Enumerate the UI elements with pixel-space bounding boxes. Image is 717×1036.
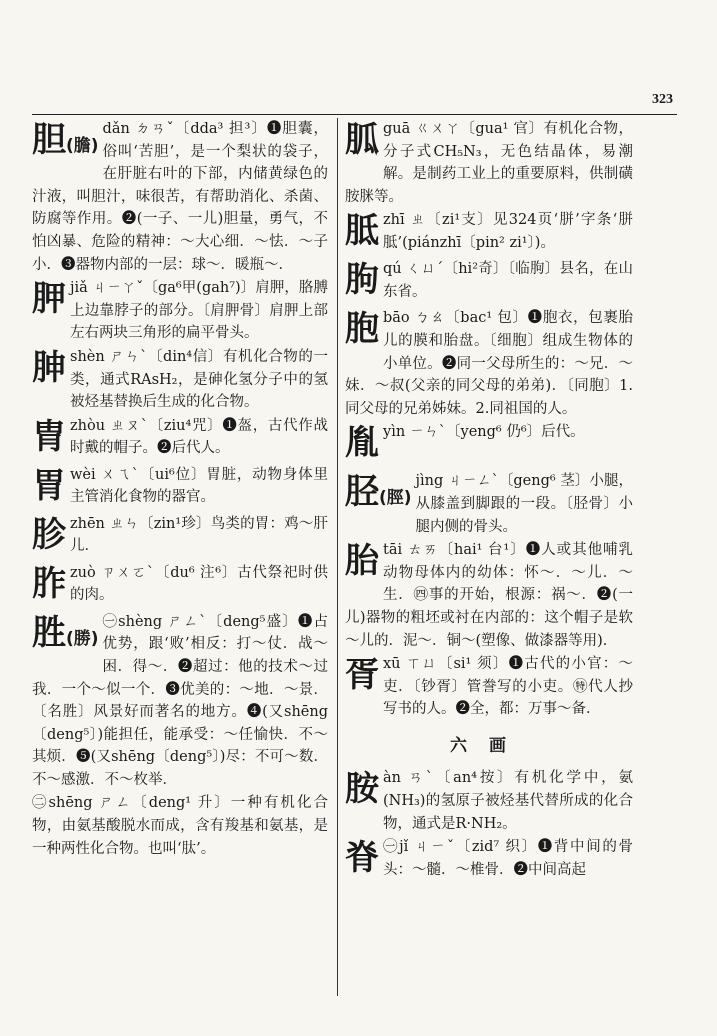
column-divider	[337, 118, 338, 996]
page-number: 323	[652, 92, 673, 107]
dictionary-entry	[32, 118, 328, 276]
headword: 胍	[345, 120, 379, 160]
headword: 胞	[345, 309, 379, 350]
entry-text: jiǎ ㄐㄧㄚˇ〔ga⁶甲(gah⁷)〕肩胛，胳膊上边靠脖子的部分。〔肩胛骨〕肩胛上部左右两块三角形的扁平骨头。	[70, 280, 328, 342]
entry-text: bāo ㄅㄠ〔bac¹ 包〕❶胞衣，包裹胎儿的膜和胎盘。〔细胞〕组成生物体的小单位。❷同一父母所生的：～兄．～妹．～叔(父亲的同父母的弟弟)．〔同胞〕1.同父母的兄弟姊妹。2.同祖国的人。	[345, 310, 633, 417]
left-column	[32, 118, 328, 996]
headword: 胃	[32, 465, 66, 506]
dictionary-entry	[32, 513, 328, 561]
entry-text: dǎn ㄉㄢˇ〔dda³ 担³〕❶胆囊，俗叫‘苦胆’，是一个梨状的袋子，在肝脏右叶的下部，内储黄绿色的汁液，叫胆汁，味很苦，有帮助消化、杀菌、防腐等作用。❷(一子、一儿)胆量，勇气，不怕凶暴、危险的精神：～大心细．～怯．～子小．❸器物内部的一层：球～．暖瓶～．	[32, 121, 328, 273]
dictionary-entry	[32, 611, 328, 792]
dictionary-entry	[345, 767, 633, 835]
headword: 胤	[345, 423, 379, 464]
dictionary-entry	[32, 562, 328, 610]
dictionary-entry	[345, 209, 633, 257]
dictionary-entry	[345, 653, 633, 721]
headword: 胜(勝)	[32, 612, 99, 653]
entry-text: zhī ㄓ〔zi¹支〕见324页‘胼’字条‘胼胝’(piánzhī〔pin² zi¹〕)。	[383, 212, 633, 251]
entry-text: jìng ㄐㄧㄥˋ〔geng⁶ 茎〕小腿，从膝盖到脚跟的一段。〔胫骨〕小腿内侧的骨头。	[415, 473, 633, 535]
headword: 胺	[345, 769, 379, 810]
headword: 朐	[345, 260, 379, 301]
entry-text: guā ㄍㄨㄚ〔gua¹ 官〕有机化合物，分子式CH₅N₃，无色结晶体，易潮解。是制药工业上的重要原料，供制磺胺脒等。	[345, 121, 633, 205]
entry-text: ㊀shèng ㄕㄥˋ〔deng⁵盛〕❶占优势，跟‘败’相反：打～仗．战～困．得～．❷超过：他的技术～过我．一个～似一个．❸优美的：～地．～景．〔名胜〕风景好而著名的地方。❹(又shēng〔deng⁵〕)能担任，能承受：～任愉快．不～其烦．❺(又shēng〔deng⁵〕)尽：不可～数．不～感激．不～枚举．	[32, 613, 328, 788]
right-column	[345, 118, 633, 996]
headword: 脊	[345, 838, 379, 879]
dictionary-entry	[345, 421, 633, 469]
dictionary-entry	[32, 277, 328, 345]
entry-text: zhēn ㄓㄣ〔zin¹珍〕鸟类的胃：鸡～肝儿．	[70, 515, 328, 555]
headword: 胂	[32, 347, 66, 388]
dictionary-entry	[345, 470, 633, 538]
dictionary-entry	[32, 415, 328, 463]
dictionary-entry	[345, 258, 633, 306]
entry-text: qú ㄑㄩˊ〔hi²奇〕〔临朐〕县名，在山东省。	[383, 261, 633, 300]
headword: 胝	[345, 211, 379, 252]
dictionary-entry	[345, 118, 633, 208]
dictionary-entry	[345, 836, 633, 884]
entry-text: wèi ㄨㄟˋ〔ui⁶位〕胃脏，动物身体里主管消化食物的器官。	[70, 466, 328, 506]
entry-text: xū ㄒㄩ〔si¹ 须〕❶古代的小官：～吏．〔钞胥〕管誊写的小吏。㊕代人抄写书的人。❷全，都：万事～备．	[383, 656, 633, 718]
entry-text: zuò ㄗㄨㄛˋ〔du⁶ 注⁶〕古代祭祀时供的肉。	[70, 564, 328, 604]
dictionary-entry	[32, 464, 328, 512]
section-title: 六画	[450, 735, 528, 756]
entry-text: àn ㄢˋ〔an⁴按〕有机化学中，氨(NH₃)的氢原子被烃基代替所成的化合物，通式是R·NH₂。	[383, 770, 633, 832]
entry-text: shèn ㄕㄣˋ〔din⁴信〕有机化合物的一类，通式RAsH₂，是砷化氢分子中的氢被烃基替换后生成的化合物。	[70, 348, 328, 411]
headword: 胫(脛)	[345, 472, 412, 513]
dictionary-entry	[345, 307, 633, 420]
dictionary-entry	[345, 539, 633, 652]
headword: 胛	[32, 279, 66, 320]
entry-text: ㊀jǐ ㄐㄧˇ〔zid⁷ 织〕❶背中间的骨头：～髓．～椎骨．❷中间高起	[383, 839, 633, 878]
entry-text: yìn ㄧㄣˋ〔yeng⁶ 仍⁶〕后代。	[383, 424, 585, 441]
headword: 胎	[345, 541, 379, 582]
headword: 胗	[32, 514, 66, 555]
headword: 胄	[32, 416, 66, 457]
header-rule	[32, 114, 677, 115]
headword: 胆(膽)	[32, 120, 99, 160]
dictionary-entry	[32, 792, 328, 860]
entry-text: tāi ㄊㄞ〔hai¹ 台¹〕❶人或其他哺乳动物母体内的幼体：怀～．～儿．～生．㊃事的开始，根源：祸～．❷(一儿)器物的粗坯或衬在内部的：这个帽子是软～儿的．泥～．铜～(塑像、做漆器等用)．	[345, 542, 633, 649]
entry-text: ㊁shēng ㄕㄥ〔deng¹ 升〕一种有机化合物，由氨基酸脱水而成，含有羧基和氨基，是一种两性化合物。也叫‘肽’。	[32, 795, 328, 857]
dictionary-entry	[32, 346, 328, 414]
headword: 胙	[32, 563, 66, 604]
entry-text: zhòu ㄓㄡˋ〔ziu⁴咒〕❶盔，古代作战时戴的帽子。❷后代人。	[70, 417, 328, 457]
headword: 胥	[345, 655, 379, 696]
